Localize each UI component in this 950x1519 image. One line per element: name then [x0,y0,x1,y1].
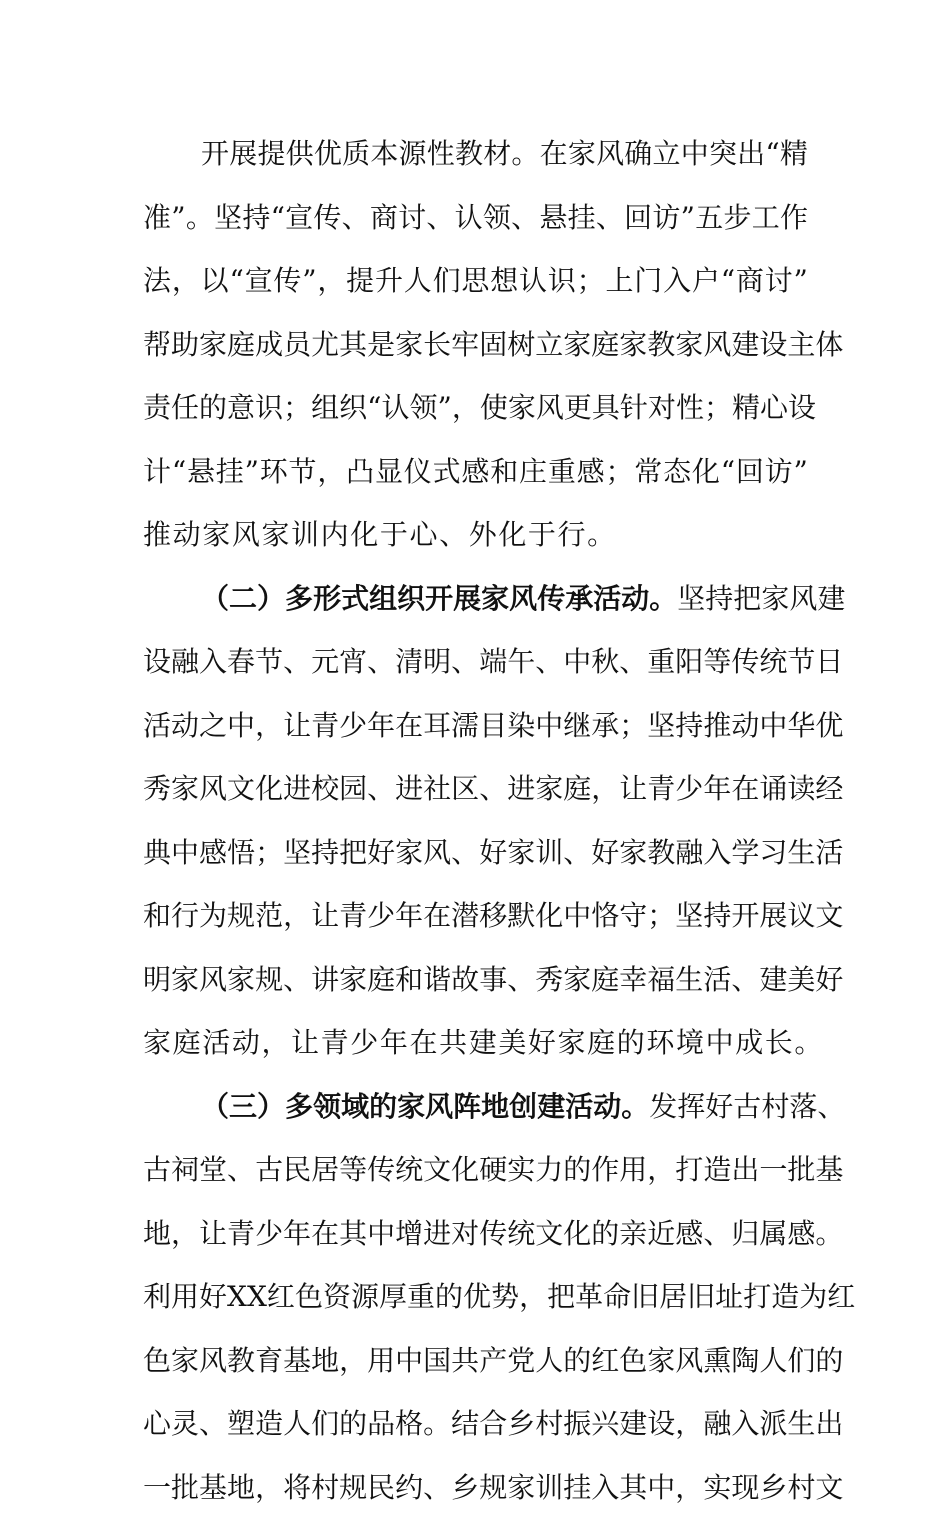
text-line: 法 ， 以 “ 宣 传 ” ， 提 升 人 们 思 想 认 识 ； 上 门 入 户 “ 商 讨 ” [143,249,808,313]
text-line: 开 展 提 供 优 质 本 源 性 教 材 。 在 家 风 确 立 中 突 出 “ 精 [143,122,808,186]
text-line: 责 任 的 意 识 ； 组 织 “ 认 领 ” ， 使 家 风 更 具 针 对 性 ； 精 心 设 [143,376,808,440]
text-line: 一 批 基 地 ， 将 村 规 民 约 、 乡 规 家 训 挂 入 其 中 ， 实 现 乡 村 文 [143,1456,808,1519]
text-line: （ 三 ） 多 领 域 的 家 风 阵 地 创 建 活 动 。 发 挥 好 古 村 落 、 [143,1075,808,1139]
text-line: 计 “ 悬 挂 ” 环 节 ， 凸 显 仪 式 感 和 庄 重 感 ； 常 态 化 “ 回 访 ” [143,440,808,504]
text-line: 家 庭 活 动 ， 让 青 少 年 在 共 建 美 好 家 庭 的 环 境 中 成 长 。 [143,1011,808,1075]
paragraph [143,122,808,567]
text-line: 古 祠 堂 、 古 民 居 等 传 统 文 化 硬 实 力 的 作 用 ， 打 造 出 一 批 基 [143,1138,808,1202]
document-page [143,122,808,1519]
text-line: 帮 助 家 庭 成 员 尤 其 是 家 长 牢 固 树 立 家 庭 家 教 家 风 建 设 主 体 [143,313,808,377]
paragraph [143,567,808,1075]
text-line: 准 ” 。 坚 持 “ 宣 传 、 商 讨 、 认 领 、 悬 挂 、 回 访 ” 五 步 工 作 [143,186,808,250]
text-line: 活 动 之 中 ， 让 青 少 年 在 耳 濡 目 染 中 继 承 ； 坚 持 推 动 中 华 优 [143,694,808,758]
text-line: 典 中 感 悟 ； 坚 持 把 好 家 风 、 好 家 训 、 好 家 教 融 入 学 习 生 活 [143,821,808,885]
text-line: 和 行 为 规 范 ， 让 青 少 年 在 潜 移 默 化 中 恪 守 ； 坚 持 开 展 议 文 [143,884,808,948]
text-line: （ 二 ） 多 形 式 组 织 开 展 家 风 传 承 活 动 。 坚 持 把 家 风 建 [143,567,808,631]
text-line: 明 家 风 家 规 、 讲 家 庭 和 谐 故 事 、 秀 家 庭 幸 福 生 活 、 建 美 好 [143,948,808,1012]
text-line: 秀 家 风 文 化 进 校 园 、 进 社 区 、 进 家 庭 ， 让 青 少 年 在 诵 读 经 [143,757,808,821]
paragraph [143,1075,808,1519]
text-line: 地 ， 让 青 少 年 在 其 中 增 进 对 传 统 文 化 的 亲 近 感 、 归 属 感 。 [143,1202,808,1266]
text-line: 色 家 风 教 育 基 地 ， 用 中 国 共 产 党 人 的 红 色 家 风 熏 陶 人 们 的 [143,1329,808,1393]
text-line: 心 灵 、 塑 造 人 们 的 品 格 。 结 合 乡 村 振 兴 建 设 ， 融 入 派 生 出 [143,1392,808,1456]
text-line: 利 用 好 X X 红 色 资 源 厚 重 的 优 势 ， 把 革 命 旧 居 旧 址 打 造 为 红 [143,1265,808,1329]
text-line: 设 融 入 春 节 、 元 宵 、 清 明 、 端 午 、 中 秋 、 重 阳 等 传 统 节 日 [143,630,808,694]
text-line: 推 动 家 风 家 训 内 化 于 心 、 外 化 于 行 。 [143,503,808,567]
document-body [143,122,808,1519]
